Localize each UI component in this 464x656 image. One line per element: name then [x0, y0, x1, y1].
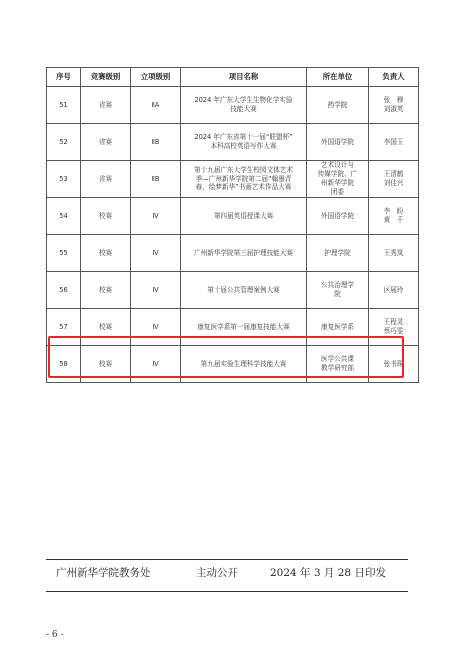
cell-line: 第十九届广东大学生校园文体艺术 [194, 165, 293, 174]
cell-line: 教学研究部 [321, 364, 354, 372]
cell-name [181, 124, 307, 161]
cell-line: 第九届实验生理科学技能大赛 [200, 359, 287, 368]
cell-line: 外国语学院 [321, 137, 354, 146]
cell-unit [307, 235, 369, 272]
cell-line: 张 穆 [383, 96, 404, 105]
cell-leader [369, 309, 419, 346]
table-row [47, 161, 419, 198]
page-number: - 6 - [46, 630, 64, 640]
cell-line: 传媒学院、广 [317, 170, 358, 179]
table-row [47, 272, 419, 309]
cell-level: 校赛 [81, 346, 131, 383]
cell-line: 李 盼 [383, 207, 404, 216]
table-body [47, 87, 419, 383]
cell-line: 药学院 [327, 100, 348, 109]
cell-level: 省赛 [81, 161, 131, 198]
cell-grade: Ⅳ [131, 346, 181, 383]
cell-unit [307, 309, 369, 346]
cell-level: 校赛 [81, 198, 131, 235]
cell-grade: Ⅳ [131, 198, 181, 235]
cell-line: 广州新华学院第三届护理技能大赛 [194, 248, 293, 257]
cell-line: 张书琛 [383, 359, 404, 368]
cell-line: 康复医学系 [321, 322, 354, 331]
table-row [47, 87, 419, 124]
cell-unit [307, 161, 369, 198]
cell-line: 王秀岚 [383, 248, 404, 257]
cell-no: 56 [47, 272, 81, 309]
cell-grade: Ⅳ [131, 235, 181, 272]
table-row [47, 346, 419, 383]
cell-unit [307, 198, 369, 235]
cell-grade: ⅡA [131, 87, 181, 124]
cell-grade: Ⅳ [131, 272, 181, 309]
cell-no: 55 [47, 235, 81, 272]
cell-name [181, 346, 307, 383]
cell-line: 团委 [330, 187, 345, 196]
footer-disclosure: 主动公开 [196, 567, 238, 579]
cell-leader [369, 346, 419, 383]
cell-no: 53 [47, 161, 81, 198]
cell-line: 区展玲 [383, 285, 404, 294]
cell-line: 刘佳兴 [383, 179, 404, 187]
cell-line: 州新华学院 [321, 179, 354, 187]
cell-line: 本科高校英语写作大赛 [210, 142, 277, 150]
footer-divider-bottom [46, 591, 408, 592]
cell-line: 医学公共课 [321, 355, 354, 364]
cell-line: 王程灵 [383, 318, 404, 327]
cell-line: 季—广州新华学院第二届“翰墨青 [195, 174, 292, 183]
cell-leader [369, 161, 419, 198]
cell-line: 2024 年广东大学生生物化学实验 [194, 96, 293, 105]
footer-divider-top [46, 559, 408, 560]
header-cell: 负责人 [369, 68, 419, 87]
header-cell: 竞赛级别 [81, 68, 131, 87]
cell-unit [307, 346, 369, 383]
cell-leader [369, 87, 419, 124]
cell-name [181, 87, 307, 124]
cell-unit [307, 124, 369, 161]
cell-line: 春，绘梦新华”书画艺术作品大赛 [195, 183, 292, 192]
header-cell: 立项级别 [131, 68, 181, 87]
cell-line: 第四届英语授课大赛 [213, 211, 274, 220]
cell-line: 康复医学系第一届康复技能大赛 [197, 322, 290, 331]
cell-name [181, 309, 307, 346]
cell-level: 校赛 [81, 272, 131, 309]
cell-line: 刘淑英 [383, 105, 404, 113]
cell-line: 王清鹤 [383, 170, 404, 179]
cell-line: 2024 年广东省第十一届“联盟杯” [194, 133, 293, 142]
cell-no: 51 [47, 87, 81, 124]
footer-office: 广州新华学院教务处 [56, 567, 151, 579]
cell-level: 省赛 [81, 124, 131, 161]
table-header-row [47, 68, 419, 87]
table-row [47, 309, 419, 346]
cell-leader [369, 235, 419, 272]
cell-no: 54 [47, 198, 81, 235]
cell-line: 黄 千 [383, 216, 404, 224]
cell-line: 蔡巧雯 [383, 327, 404, 335]
cell-line: 艺术设计与 [321, 161, 354, 170]
competition-table [46, 67, 419, 383]
cell-line: 外国语学院 [321, 211, 354, 220]
cell-leader [369, 124, 419, 161]
cell-grade: ⅡB [131, 161, 181, 198]
cell-unit [307, 87, 369, 124]
cell-leader [369, 198, 419, 235]
cell-line: 护理学院 [324, 248, 351, 257]
table-row [47, 198, 419, 235]
cell-line: 公共治理学 [321, 281, 354, 290]
cell-leader [369, 272, 419, 309]
header-cell: 项目名称 [181, 68, 307, 87]
table-row [47, 235, 419, 272]
table-row [47, 124, 419, 161]
cell-level: 省赛 [81, 87, 131, 124]
cell-name [181, 272, 307, 309]
header-cell: 所在单位 [307, 68, 369, 87]
cell-no: 57 [47, 309, 81, 346]
cell-line: 第十届公共管理案例大赛 [207, 285, 280, 294]
header-cell: 序号 [47, 68, 81, 87]
cell-level: 校赛 [81, 309, 131, 346]
cell-grade: Ⅳ [131, 309, 181, 346]
cell-name [181, 161, 307, 198]
cell-line: 院 [334, 290, 341, 298]
cell-line: 技能大赛 [230, 105, 257, 113]
cell-level: 校赛 [81, 235, 131, 272]
cell-no: 52 [47, 124, 81, 161]
footer-date: 2024 年 3 月 28 日印发 [270, 567, 386, 579]
cell-no: 58 [47, 346, 81, 383]
cell-name [181, 235, 307, 272]
cell-line: 李国玉 [383, 137, 404, 146]
cell-unit [307, 272, 369, 309]
cell-grade: ⅡB [131, 124, 181, 161]
cell-name [181, 198, 307, 235]
